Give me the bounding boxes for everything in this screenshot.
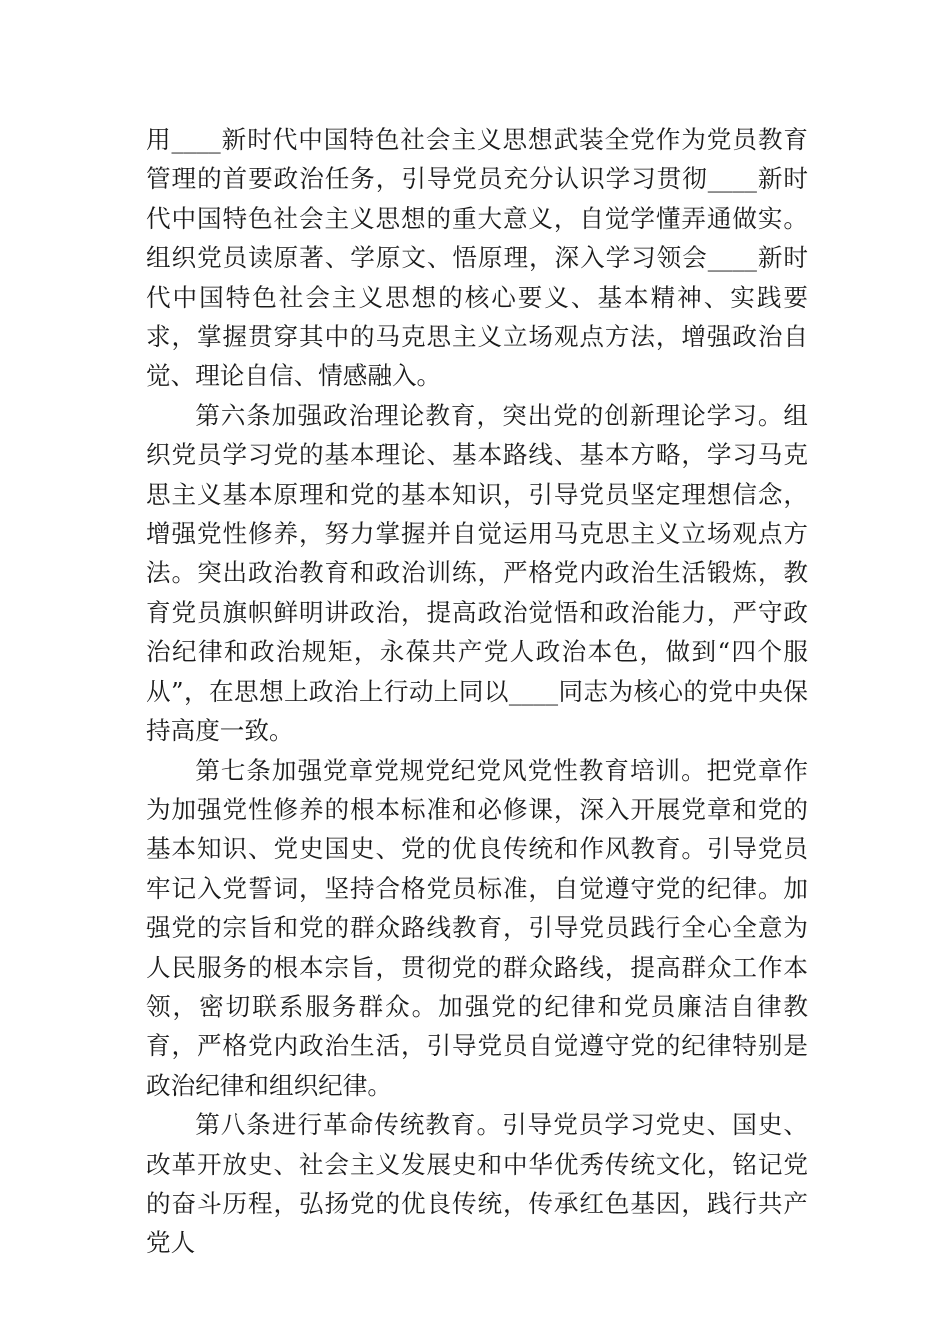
paragraph-article-5-continued: 用____新时代中国特色社会主义思想武装全党作为党员教育管理的首要政治任务，引导党员充分认识学习贯彻____新时代中国特色社会主义思想的重大意义，自觉学懂弄通做实。组织党员读原著、学原文、悟原理，深入学习领会____新时代中国特色社会主义思想的核心要义、基本精神、实践要求，掌握贯穿其中的马克思主义立场观点方法，增强政治自觉、理论自信、情感融入。 <box>146 125 808 391</box>
paragraph-article-7: 第七条加强党章党规党纪党风党性教育培训。把党章作为加强党性修养的根本标准和必修课，深入开展党章和党的基本知识、党史国史、党的优良传统和作风教育。引导党员牢记入党誓词，坚持合格党员标准，自觉遵守党的纪律。加强党的宗旨和党的群众路线教育，引导党员践行全心全意为人民服务的根本宗旨，贯彻党的群众路线，提高群众工作本领，密切联系服务群众。加强党的纪律和党员廉洁自律教育，严格党内政治生活，引导党员自觉遵守党的纪律特别是政治纪律和组织纪律。 <box>146 755 808 1100</box>
paragraph-article-8: 第八条进行革命传统教育。引导党员学习党史、国史、改革开放史、社会主义发展史和中华优秀传统文化，铭记党的奋斗历程，弘扬党的优良传统，传承红色基因，践行共产党人 <box>146 1110 808 1258</box>
document-body <box>146 120 808 1263</box>
paragraph-article-6: 第六条加强政治理论教育，突出党的创新理论学习。组织党员学习党的基本理论、基本路线、基本方略，学习马克思主义基本原理和党的基本知识，引导党员坚定理想信念，增强党性修养，努力掌握并自觉运用马克思主义立场观点方法。突出政治教育和政治训练，严格党内政治生活锻炼，教育党员旗帜鲜明讲政治，提高政治觉悟和政治能力，严守政治纪律和政治规矩，永葆共产党人政治本色，做到“四个服从”，在思想上政治上行动上同以____同志为核心的党中央保持高度一致。 <box>146 400 808 746</box>
